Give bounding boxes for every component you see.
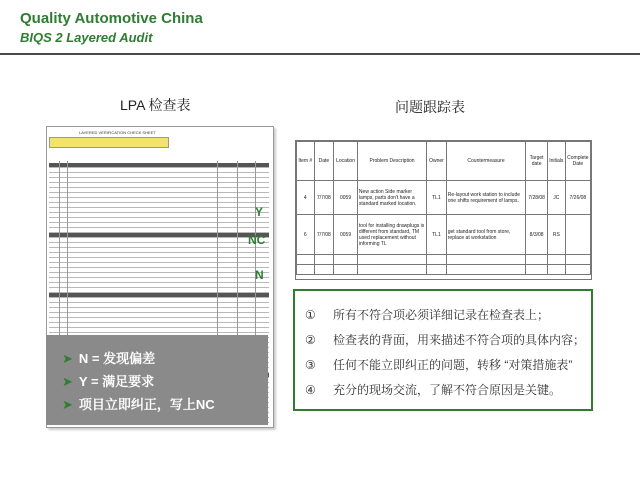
cell: 0059 [334,215,358,255]
note-item [305,306,549,323]
cell: New action Side marker lamps, parts don't have a standard marked location. [357,181,426,215]
note-item [305,356,572,373]
cell: 7/28/08 [526,181,548,215]
empty-row [297,265,591,275]
table-row [297,215,591,255]
note-text: 充分的现场交流，了解不符合原因是关键。 [333,383,562,397]
cell: Re-layout work station to include one shifts requirement of lamps. [446,181,526,215]
cell: RS [547,215,565,255]
chevron-right-icon: ➤ [62,397,73,412]
note-text: 所有不符合项必须详细记录在检查表上； [333,308,550,322]
col-header: Countermeasure [446,142,526,181]
col-header: Problem Description [357,142,426,181]
mark-y: Y [255,205,264,219]
note-text: 检查表的背面，用来描述不符合项的具体内容； [333,333,586,347]
cell: get standard tool from store, replace at workstation [446,215,526,255]
tracking-table-label: 问题跟踪表 [395,99,465,115]
cell: 4 [297,181,315,215]
col-header: Complete Date [565,142,590,181]
col-header: Location [334,142,358,181]
note-text: 任何不能立即纠正的问题，转移 “对策措施表” [333,358,573,372]
note-number: ① [305,308,316,322]
cell [565,215,590,255]
page-title: Quality Automotive China [20,10,203,27]
chevron-right-icon: ➤ [62,351,73,366]
lpa-checklist-label: LPA 检查表 [120,97,191,113]
cell: JC [547,181,565,215]
cell: 6 [297,215,315,255]
legend-item [62,394,215,413]
tracking-table [295,140,592,280]
cell: tool for installing drawplugs is different from standard, TM used replacement without informing TL [357,215,426,255]
note-item [305,381,561,398]
legend-item [62,371,154,390]
note-number: ② [305,333,316,347]
legend-text: Y = 满足要求 [78,374,155,389]
cell: 7/26/08 [565,181,590,215]
col-header: Owner [427,142,447,181]
notes-box [293,289,593,411]
checklist-system-bar [49,137,169,148]
col-header: Initials [547,142,565,181]
checklist-header [49,130,269,160]
note-number: ③ [305,358,316,372]
empty-row [297,255,591,265]
legend-text: N = 发现偏差 [78,351,156,366]
cell: 8/3/08 [526,215,548,255]
cell: 7/7/08 [314,215,334,255]
chevron-right-icon: ➤ [62,374,73,389]
tracking-header-row [297,142,591,181]
col-header: Target date [526,142,548,181]
legend-text: 项目立即纠正，写上NC [78,397,215,412]
page-subtitle: BIQS 2 Layered Audit [20,30,153,45]
note-number: ④ [305,383,316,397]
mark-nc: NC [248,233,266,247]
note-item [305,331,585,348]
legend-item [62,348,155,367]
cell: 0059 [334,181,358,215]
checklist-sheet-title: LAYERED VERIFICATION CHECK SHEET [79,130,156,135]
table-row [297,181,591,215]
col-header: Date [314,142,334,181]
cell: 7/7/08 [314,181,334,215]
cell: TL1 [427,215,447,255]
mark-n: N [255,268,264,282]
cell: TL1 [427,181,447,215]
header-divider [0,53,640,55]
col-header: Item # [297,142,315,181]
